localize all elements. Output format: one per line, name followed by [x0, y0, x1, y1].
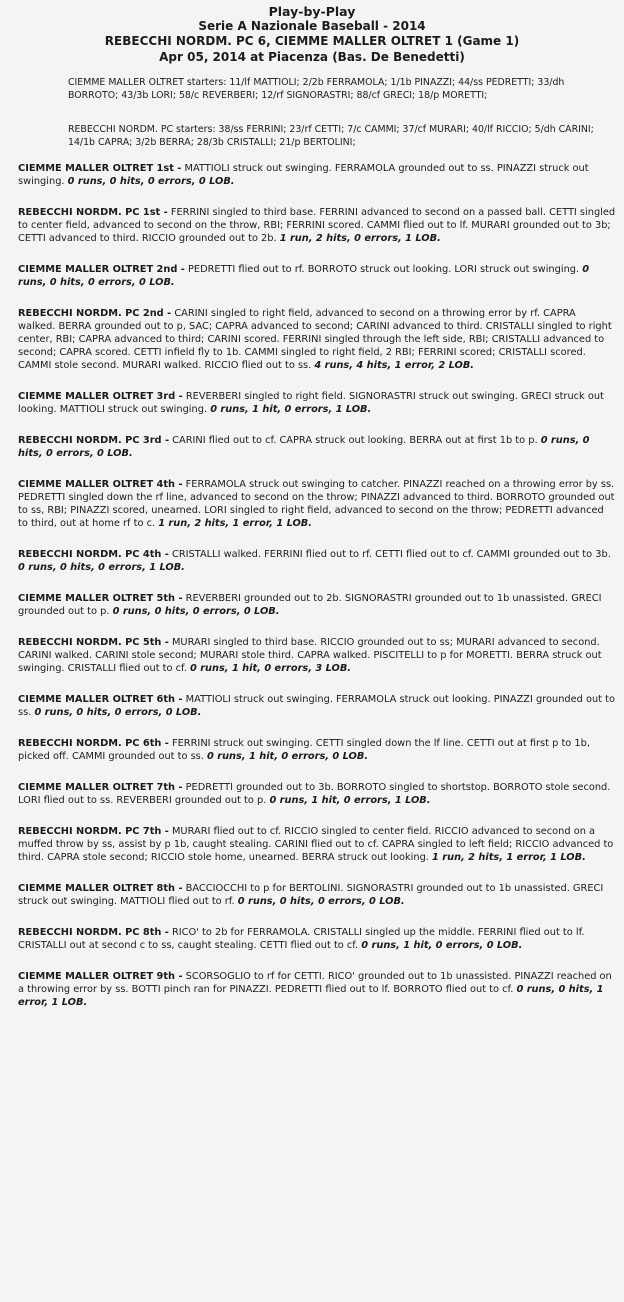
inning-label: CIEMME MALLER OLTRET 7th - [18, 782, 183, 793]
inning-entry [18, 478, 616, 530]
inning-plays: FERRINI singled to third base. FERRINI advanced to second on a passed ball. CETTI singled to center field, advanced to second on the throw, RBI; FERRINI scored. CAMMI flied out to lf. MURARI grounded out to 3b; CETTI advanced to third. RICCIO grounded out to 2b. [18, 207, 616, 244]
inning-plays: PEDRETTI grounded out to 3b. BORROTO singled to shortstop. BORROTO stole second. LORI flied out to ss. REVERBERI grounded out to p. [18, 782, 611, 806]
inning-plays: CRISTALLI walked. FERRINI flied out to rf. CETTI flied out to cf. CAMMI grounded out to 3b. [171, 549, 611, 560]
starting-lineups [68, 77, 616, 150]
inning-entry [18, 263, 616, 289]
inning-label: CIEMME MALLER OLTRET 9th - [18, 971, 183, 982]
inning-summary: 1 run, 2 hits, 1 error, 1 LOB. [158, 518, 312, 529]
inning-label: REBECCHI NORDM. PC 5th - [18, 637, 169, 648]
inning-plays: PEDRETTI flied out to rf. BORROTO struck out looking. LORI struck out swinging. [187, 264, 580, 275]
inning-summary: 0 runs, 0 hits, 0 errors, 0 LOB. [67, 176, 235, 187]
inning-plays: REVERBERI grounded out to 2b. SIGNORASTRI grounded out to 1b unassisted. GRECI grounded out to p. [18, 593, 602, 617]
inning-label: CIEMME MALLER OLTRET 8th - [18, 883, 183, 894]
inning-label: REBECCHI NORDM. PC 8th - [18, 927, 169, 938]
inning-plays: FERRINI struck out swinging. CETTI singled down the lf line. CETTI out at first p to 1b, picked off. CAMMI grounded out to ss. [18, 738, 590, 762]
inning-summary: 4 runs, 4 hits, 1 error, 2 LOB. [314, 360, 475, 371]
inning-plays: BACCIOCCHI to p for BERTOLINI. SIGNORASTRI grounded out to 1b unassisted. GRECI struck out swinging. MATTIOLI flied out to rf. [18, 883, 604, 907]
inning-summary: 0 runs, 0 hits, 0 errors, 0 LOB. [18, 264, 590, 288]
inning-entry [18, 307, 616, 372]
inning-plays: CARINI flied out to cf. CAPRA struck out looking. BERRA out at first 1b to p. [172, 435, 538, 446]
inning-entry [18, 781, 616, 807]
inning-plays: FERRAMOLA struck out swinging to catcher. PINAZZI reached on a throwing error by ss. PEDRETTI singled down the rf line, advanced to second on the throw; PINAZZI advanced to third. BORROTO grounded out to ss, RBI; PINAZZI scored, unearned. LORI singled to right field, advanced to second on the throw; PEDRETTI advanced to third, out at home rf to c. [18, 479, 615, 529]
inning-plays: MATTIOLI struck out swinging. FERRAMOLA struck out looking. PINAZZI grounded out to ss. [18, 694, 616, 718]
inning-label: CIEMME MALLER OLTRET 5th - [18, 593, 183, 604]
inning-summary: 0 runs, 1 hit, 0 errors, 1 LOB. [210, 404, 372, 415]
inning-entry [18, 825, 616, 864]
inning-entry [18, 737, 616, 763]
inning-plays: RICO' to 2b for FERRAMOLA. CRISTALLI singled up the middle. FERRINI flied out to lf. CRISTALLI out at second c to ss, caught stealing. CETTI flied out to cf. [18, 927, 585, 951]
inning-entry [18, 926, 616, 952]
inning-entry [18, 162, 616, 188]
inning-entry [18, 390, 616, 416]
inning-summary: 0 runs, 1 hit, 0 errors, 0 LOB. [207, 751, 369, 762]
inning-summary: 0 runs, 0 hits, 0 errors, 0 LOB. [18, 435, 590, 459]
inning-entry [18, 693, 616, 719]
away-starters: CIEMME MALLER OLTRET starters: 11/lf MATTIOLI; 2/2b FERRAMOLA; 1/1b PINAZZI; 44/ss PEDRETTI; 33/dh BORROTO; 43/3b LORI; 58/c REVERBERI; 12/rf SIGNORASTRI; 88/cf GRECI; 18/p MORETTI; [68, 76, 565, 101]
innings-list [18, 162, 616, 1009]
league-title: Serie A Nazionale Baseball - 2014 [198, 19, 426, 34]
inning-label: CIEMME MALLER OLTRET 4th - [18, 479, 183, 490]
page-title: Play-by-Play [268, 4, 356, 19]
inning-plays: REVERBERI singled to right field. SIGNORASTRI struck out swinging. GRECI struck out looking. MATTIOLI struck out swinging. [18, 391, 604, 415]
inning-entry [18, 206, 616, 245]
inning-plays: SCORSOGLIO to rf for CETTI. RICO' grounded out to 1b unassisted. PINAZZI reached on a throwing error by ss. BOTTI pinch ran for PINAZZI. PEDRETTI flied out to lf. BORROTO flied out to cf. [18, 971, 612, 995]
inning-label: CIEMME MALLER OLTRET 6th - [18, 694, 183, 705]
inning-label: REBECCHI NORDM. PC 2nd - [18, 308, 172, 319]
inning-label: REBECCHI NORDM. PC 6th - [18, 738, 169, 749]
inning-plays: MURARI singled to third base. RICCIO grounded out to ss; MURARI advanced to second. CARINI walked. CARINI stole second; MURARI stole third. CAPRA walked. PISCITELLI to p for MORETTI. BERRA struck out swinging. CRISTALLI flied out to cf. [18, 637, 602, 674]
inning-label: REBECCHI NORDM. PC 3rd - [18, 435, 170, 446]
inning-entry [18, 434, 616, 460]
inning-label: REBECCHI NORDM. PC 7th - [18, 826, 169, 837]
inning-summary: 0 runs, 1 hit, 0 errors, 0 LOB. [361, 940, 523, 951]
inning-label: CIEMME MALLER OLTRET 2nd - [18, 264, 185, 275]
inning-summary: 0 runs, 0 hits, 1 error, 1 LOB. [18, 984, 604, 1008]
inning-entry [18, 882, 616, 908]
game-date-location: Apr 05, 2014 at Piacenza (Bas. De Benedetti) [159, 49, 465, 64]
inning-entry [18, 970, 616, 1009]
inning-label: CIEMME MALLER OLTRET 3rd - [18, 391, 183, 402]
inning-entry [18, 592, 616, 618]
inning-summary: 0 runs, 0 hits, 0 errors, 1 LOB. [18, 562, 185, 573]
inning-plays: CARINI singled to right field, advanced to second on a throwing error by rf. CAPRA walked. BERRA grounded out to p, SAC; CAPRA advanced to second; CARINI advanced to third. CRISTALLI singled to right center, RBI; CAPRA advanced to third; CARINI scored. FERRINI singled through the left side, RBI; CRISTALLI advanced to second; CAPRA scored. CETTI infield fly to 1b. CAMMI singled to right field, 2 RBI; FERRINI scored; CRISTALLI scored. CAMMI stole second. MURARI walked. RICCIO flied out to ss. [18, 308, 612, 371]
inning-label: CIEMME MALLER OLTRET 1st - [18, 163, 182, 174]
home-starters: REBECCHI NORDM. PC starters: 38/ss FERRINI; 23/rf CETTI; 7/c CAMMI; 37/cf MURARI; 40/lf RICCIO; 5/dh CARINI; 14/1b CAPRA; 3/2b BERRA; 28/3b CRISTALLI; 21/p BERTOLINI; [68, 124, 594, 149]
inning-plays: MATTIOLI struck out swinging. FERRAMOLA grounded out to ss. PINAZZI struck out swinging. [18, 163, 589, 187]
inning-plays: MURARI flied out to cf. RICCIO singled to center field. RICCIO advanced to second on a muffed throw by ss, assist by p 1b, caught stealing. CARINI flied out to cf. CAPRA singled to left field; RICCIO advanced to third. CAPRA stole second; RICCIO stole home, unearned. BERRA struck out looking. [18, 826, 614, 863]
inning-entry [18, 548, 616, 574]
game-matchup: REBECCHI NORDM. PC 6, CIEMME MALLER OLTRET 1 (Game 1) [104, 34, 520, 49]
inning-summary: 0 runs, 0 hits, 0 errors, 0 LOB. [34, 707, 202, 718]
inning-entry [18, 636, 616, 675]
inning-summary: 0 runs, 0 hits, 0 errors, 0 LOB. [237, 896, 405, 907]
inning-label: REBECCHI NORDM. PC 1st - [18, 207, 168, 218]
inning-summary: 1 run, 2 hits, 1 error, 1 LOB. [432, 852, 586, 863]
report-header [8, 4, 616, 65]
inning-label: REBECCHI NORDM. PC 4th - [18, 549, 169, 560]
inning-summary: 0 runs, 1 hit, 0 errors, 3 LOB. [189, 663, 352, 674]
inning-summary: 0 runs, 0 hits, 0 errors, 0 LOB. [112, 606, 280, 617]
inning-summary: 0 runs, 1 hit, 0 errors, 1 LOB. [269, 795, 431, 806]
inning-summary: 1 run, 2 hits, 0 errors, 1 LOB. [279, 233, 441, 244]
